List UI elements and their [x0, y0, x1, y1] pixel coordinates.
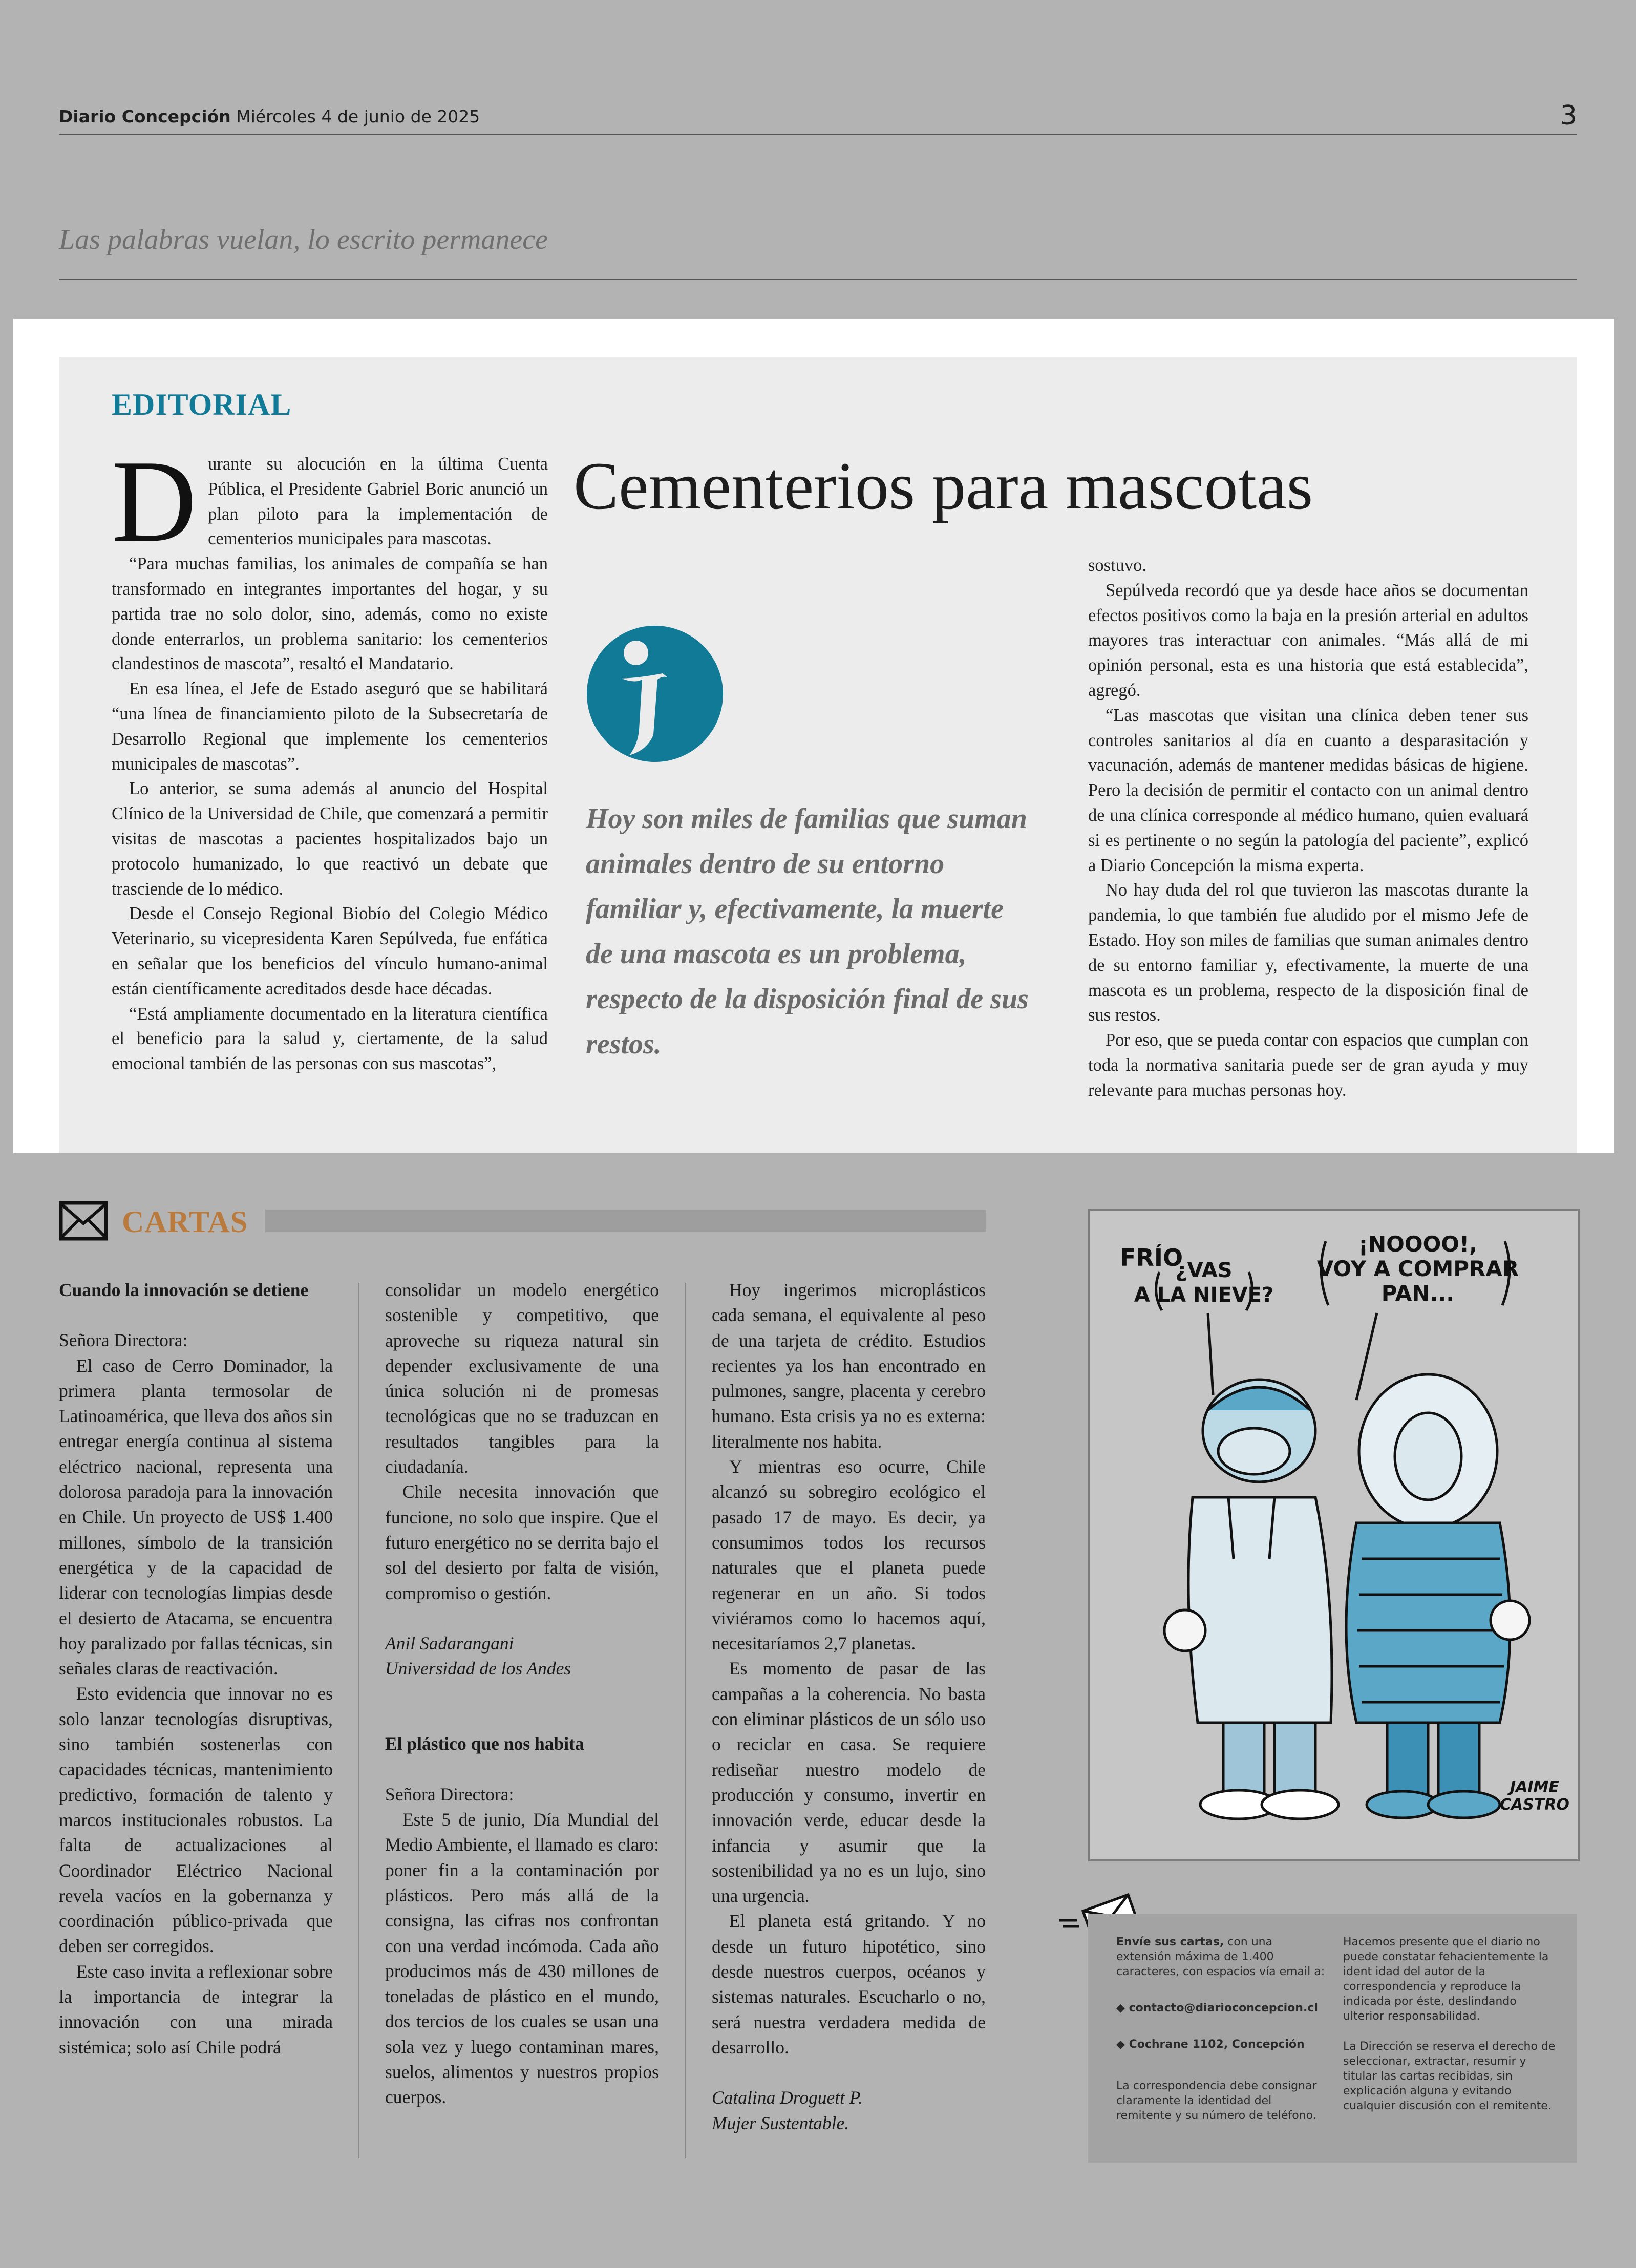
editorial-paragraph: Sepúlveda recordó que ya desde hace años se documentan efectos positivos como la baja en la presión arterial en adultos mayores tras interactuar con animales. “Más allá de mi opinión personal, esta es una historia que está establecida”, agregó. — [1088, 580, 1528, 700]
cartoon-bubble-text: A LA NIEVE? — [1134, 1283, 1274, 1307]
contact-address: ◆ Cochrane 1102, Concepción — [1116, 2037, 1326, 2052]
editorial-paragraph: “Para muchas familias, los animales de compañía se han transformado en integrantes importantes del hogar, y su partida trae no solo dolor, sino, además, como no existe donde enterrarlos, un problema sanitario: los cementerios clandestinos de mascota”, resaltó el Mandatario. — [112, 554, 548, 674]
letters-column-1 — [59, 1278, 333, 2060]
contact-instructions — [1116, 1935, 1326, 2123]
letter-author: Anil Sadarangani — [385, 1633, 514, 1654]
letter-paragraph: Esto evidencia que innovar no es solo lanzar tecnologías disruptivas, sino también sostenerlas con capacidades técnicas, mantenimiento predictivo, formación de talento y marcos institucionales robustos. La falta de actualizaciones al Coordinador Eléctrico Nacional revela vacíos en la gobernanza y coordinación público-privada que deben ser corregidos. — [59, 1683, 333, 1957]
contact-email[interactable]: ◆ contacto@diarioconcepcion.cl — [1116, 2001, 1326, 2016]
header-rule — [59, 134, 1577, 135]
letter-salutation: Señora Directora: — [385, 1784, 514, 1805]
cartoon-illustration — [1090, 1211, 1578, 1859]
editorial-label: EDITORIAL — [112, 388, 292, 421]
editorial-paragraph: Desde el Consejo Regional Biobío del Colegio Médico Veterinario, su vicepresidenta Karen Sepúlveda, fue enfática en señalar que los beneficios del vínculo humano-animal están científicamente acreditados desde hace décadas. — [112, 904, 548, 999]
letter-paragraph: Hoy ingerimos microplásticos cada semana, el equivalente al peso de una tarjeta de crédito. Estudios recientes ya los han encontrado en pulmones, sangre, placenta y cerebro humano. Esta crisis ya no es externa: literalmente nos habita. — [712, 1280, 986, 1452]
section-tagline: Las palabras vuelan, lo escrito permanece — [59, 224, 548, 256]
editorial-paragraph: urante su alocución en la última Cuenta Pública, el Presidente Gabriel Boric anunció un plan piloto para la implementación de cementerios municipales para mascotas. — [208, 454, 548, 549]
contact-disclaimers — [1343, 1935, 1556, 2113]
contact-info-box — [1088, 1914, 1577, 2163]
letter-headline: Cuando la innovación se detiene — [59, 1280, 309, 1300]
paper-name: Diario Concepción — [59, 107, 231, 126]
editorial-paragraph: No hay duda del rol que tuvieron las mascotas durante la pandemia, lo que también fue aludido por el mismo Jefe de Estado. Hoy son miles de familias que suman animales dentro de su entorno familiar y, efectivamente, la muerte de una mascota es un problema, respecto de la disposición final de sus restos. — [1088, 880, 1528, 1025]
letter-affiliation: Universidad de los Andes — [385, 1658, 571, 1679]
cartoon-bubble-text: ¿VAS — [1175, 1259, 1233, 1282]
editorial-paragraph: “Las mascotas que visitan una clínica deben tener sus controles sanitarios al día en cuanto a desparasitación y vacunación, además de mantener medidas básicas de higiene. Pero la decisión de permitir el contacto con un animal dentro de una clínica corresponde al médico humano, quien evaluará si es pertinente o no según la patología del paciente”, explicó a Diario Concepción la misma experta. — [1088, 705, 1528, 875]
cartoon-bubble-text: VOY A COMPRAR — [1316, 1256, 1519, 1281]
contact-intro-bold: Envíe sus cartas, — [1116, 1936, 1224, 1948]
cartoon-bubble-text: PAN... — [1381, 1281, 1455, 1306]
editorial-paragraph: Lo anterior, se suma además al anuncio del Hospital Clínico de la Universidad de Chile, que comenzará a permitir visitas de mascotas a pacientes hospitalizados bajo un protocolo humanizado, lo que reactivó un debate que trasciende de lo médico. — [112, 779, 548, 899]
editorial-paragraph: “Está ampliamente documentado en la literatura científica el beneficio para la salud y, ciertamente, de la salud emocional también de las personas con sus mascotas”, — [112, 1004, 548, 1074]
letter-paragraph: Este caso invita a reflexionar sobre la importancia de integrar la innovación con una mirada sistémica; solo así Chile podrá — [59, 1961, 333, 2058]
editorial-paragraph: sostuvo. — [1088, 556, 1147, 575]
info-icon — [586, 622, 724, 766]
letter-author: Catalina Droguett P. — [712, 2087, 863, 2108]
contact-intro — [1116, 1935, 1326, 1979]
letter-headline: El plástico que nos habita — [385, 1733, 584, 1754]
drop-cap: D — [112, 436, 197, 566]
contact-note: La correspondencia debe consignar claramente la identidad del remitente y su número de teléfono. — [1116, 2080, 1317, 2122]
issue-date: Miércoles 4 de junio de 2025 — [236, 107, 480, 126]
masthead — [59, 107, 480, 126]
cartoon-signature: JAIME — [1510, 1778, 1559, 1796]
editorial-paragraph: Por eso, que se pueda contar con espacios que cumplan con toda la normativa sanitaria puede ser de gran ayuda y muy relevante para muchas personas hoy. — [1088, 1030, 1528, 1100]
column-divider — [685, 1283, 686, 2158]
tagline-rule — [59, 279, 1577, 280]
letter-paragraph: Es momento de pasar de las campañas a la coherencia. No basta con eliminar plásticos de un sólo uso o reciclar en casa. Se requiere rediseñar nuestro modelo de producción y consumo, invertir en innovación verde, educar desde la infancia y asumir que la sostenibilidad ya no es un lujo, sino una urgencia. — [712, 1658, 986, 1906]
letter-salutation: Señora Directora: — [59, 1330, 188, 1351]
letter-paragraph: Y mientras eso ocurre, Chile alcanzó su sobregiro ecológico el pasado 17 de mayo. Es decir, ya consumimos todos los recursos naturales que el planeta puede regenerar en un año. Si todos viviéramos como lo hacemos aquí, necesitaríamos 2,7 planetas. — [712, 1456, 986, 1654]
cartoon-bubble-text: ¡NOOOO!, — [1358, 1232, 1478, 1257]
cartas-header-bar — [265, 1210, 986, 1232]
letters-column-3 — [712, 1278, 986, 2136]
contact-intro-text: con una extensión máxima de 1.400 caracteres, con espacios vía email a: — [1116, 1936, 1325, 1978]
pull-quote: Hoy son miles de familias que suman animales dentro de su entorno familiar y, efectivamente, la muerte de una mascota es un problema, respecto de la disposición final de sus restos. — [586, 803, 1029, 1060]
editorial-paragraph: En esa línea, el Jefe de Estado aseguró que se habilitará “una línea de financiamiento piloto de la Subsecretaría de Desarrollo Regional que implemente los cementerios municipales de mascotas”. — [112, 679, 548, 774]
envelope-icon — [59, 1201, 108, 1241]
letter-paragraph: Chile necesita innovación que funcione, no solo que inspire. Que el futuro energético no se derrita bajo el sol del desierto por falta de visión, compromiso o gestión. — [385, 1481, 659, 1603]
column-divider — [358, 1283, 359, 2158]
editorial-title: Cementerios para mascotas — [573, 448, 1313, 523]
editorial-column-1 — [112, 436, 548, 1076]
cartoon-caption: FRÍO — [1120, 1244, 1183, 1271]
letter-affiliation: Mujer Sustentable. — [712, 2112, 849, 2133]
cartas-label: CARTAS — [122, 1205, 248, 1239]
letters-column-2 — [385, 1278, 659, 2110]
cartoon — [1088, 1209, 1580, 1861]
letter-paragraph: consolidar un modelo energético sostenible y competitivo, que aproveche su riqueza natural sin depender exclusivamente de una única solución ni de promesas tecnológicas que no se traduzcan en resultados tangibles para la ciudadanía. — [385, 1280, 659, 1477]
letter-paragraph: El planeta está gritando. Y no desde un futuro hipotético, sino desde nuestros cuerpos, océanos y sistemas naturales. Escucharlo o no, será nuestra verdadera medida de desarrollo. — [712, 1911, 986, 2058]
editorial-column-3 — [1088, 553, 1528, 1103]
cartoon-signature: CASTRO — [1500, 1796, 1569, 1814]
letter-paragraph: Este 5 de junio, Día Mundial del Medio Ambiente, el llamado es claro: poner fin a la contaminación por plásticos. Pero más allá de la consigna, las cifras nos confrontan con una verdad incómoda. Cada año producimos más de 430 millones de toneladas de plástico en el mundo, dos tercios de los cuales se usan una sola vez y luego contaminan mares, suelos, alimentos y nuestros propios cuerpos. — [385, 1809, 659, 2108]
disclaimer-text: La Dirección se reserva el derecho de seleccionar, extractar, resumir y titular las cartas recibidas, sin explicación alguna y evitando cualquier discusión con el remitente. — [1343, 2040, 1556, 2112]
page-number: 3 — [1560, 100, 1577, 131]
letter-paragraph: El caso de Cerro Dominador, la primera planta termosolar de Latinoamérica, que lleva dos años sin entregar energía continua al sistema eléctrico nacional, representa una dolorosa paradoja para la innovación en Chile. Un proyecto de US$ 1.400 millones, símbolo de la transición energética y de la capacidad de liderar con tecnologías limpias desde el desierto de Atacama, se encuentra hoy paralizado por fallas técnicas, sin señales claras de reactivación. — [59, 1355, 333, 1679]
disclaimer-text: Hacemos presente que el diario no puede constatar fehacientemente la ident idad del autor de la correspondencia y reproduce la indicada por éste, deslindando ulterior responsabilidad. — [1343, 1936, 1549, 2023]
